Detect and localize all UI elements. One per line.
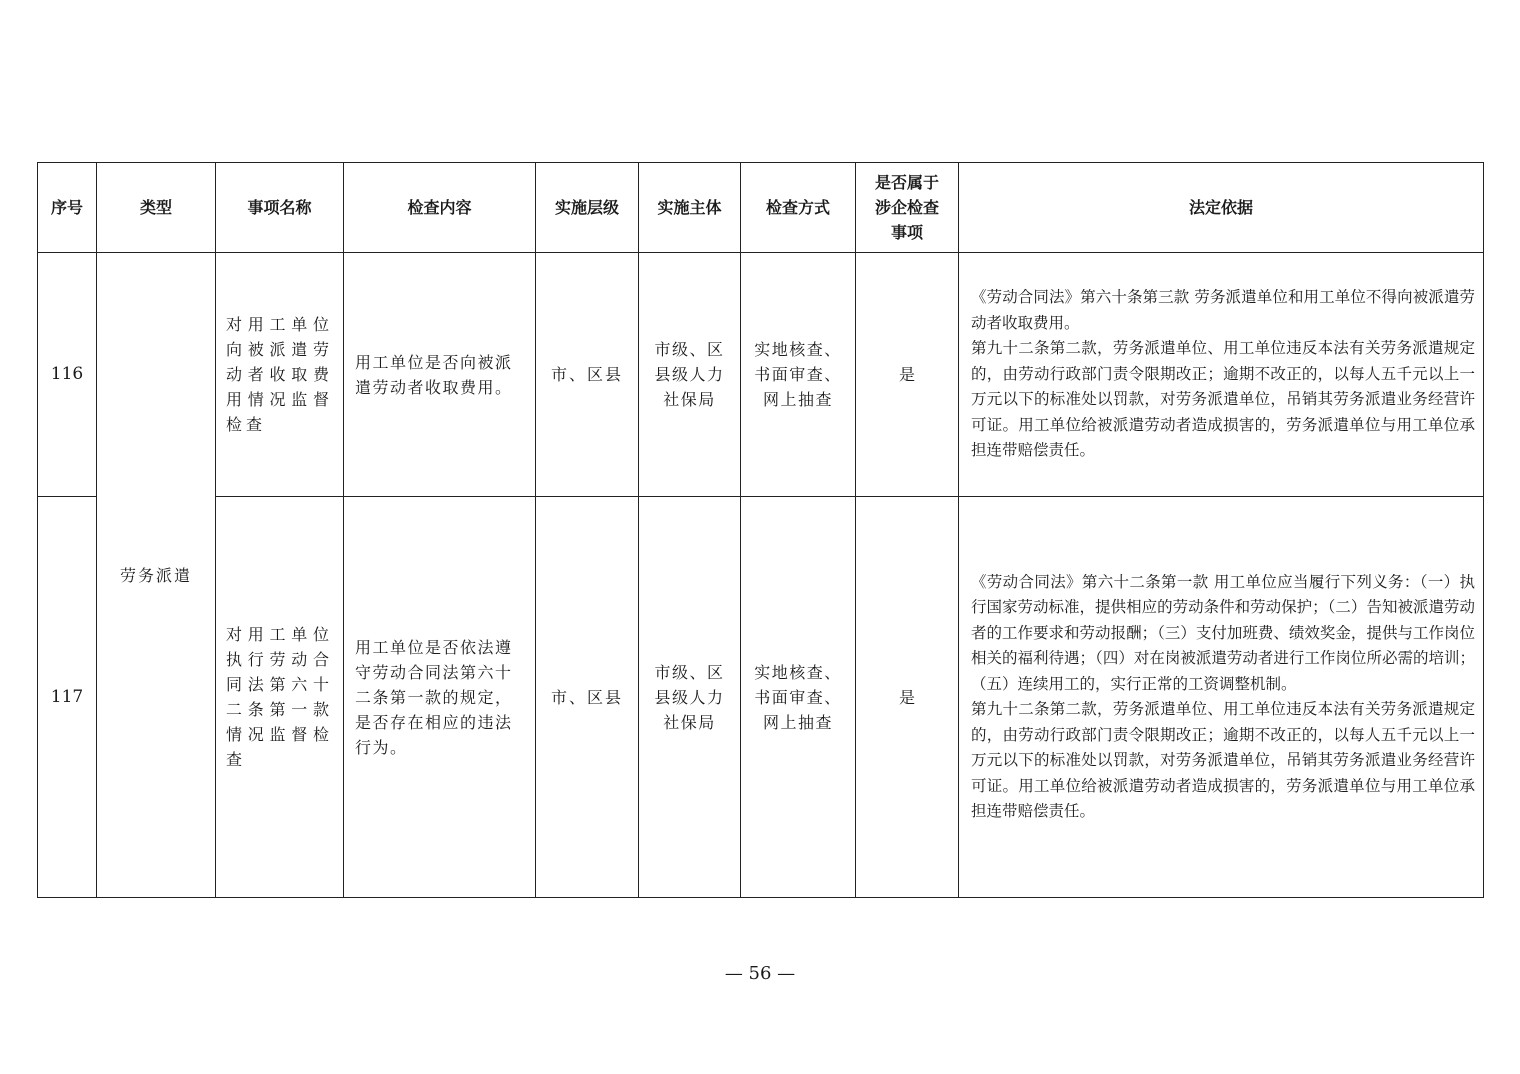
level-cell: 市、区县 [536, 497, 639, 898]
header-row [38, 163, 1484, 253]
content-cell: 用工单位是否依法遵守劳动合同法第六十二条第一款的规定，是否存在相应的违法行为。 [344, 497, 536, 898]
header-item-name: 事项名称 [216, 163, 344, 253]
header-enterprise: 是否属于涉企检查事项 [856, 163, 959, 253]
basis-cell [959, 497, 1484, 898]
subject-cell: 市级、区县级人力社保局 [639, 497, 741, 898]
basis-paragraph: 第九十二条第二款，劳务派遣单位、用工单位违反本法有关劳务派遣规定的，由劳动行政部门责令限期改正；逾期不改正的，以每人五千元以上一万元以下的标准处以罚款，对劳务派遣单位，吊销其劳务派遣业务经营许可证。用工单位给被派遣劳动者造成损害的，劳务派遣单位与用工单位承担连带赔偿责任。 [971, 700, 1475, 820]
basis-paragraph: 《劳动合同法》第六十条第三款 劳务派遣单位和用工单位不得向被派遣劳动者收取费用。 [971, 288, 1475, 332]
enterprise-cell: 是 [856, 497, 959, 898]
header-type: 类型 [97, 163, 216, 253]
basis-cell [959, 253, 1484, 497]
header-method: 检查方式 [741, 163, 856, 253]
item-name-cell: 对用工单位执行劳动合同法第六十二条第一款情况监督检查 [216, 497, 344, 898]
seq-cell: 117 [38, 497, 97, 898]
header-content: 检查内容 [344, 163, 536, 253]
header-seq: 序号 [38, 163, 97, 253]
table-row [38, 497, 1484, 898]
table-row [38, 253, 1484, 497]
item-name-cell: 对用工单位向被派遣劳动者收取费用情况监督检查 [216, 253, 344, 497]
method-cell: 实地核查、书面审查、网上抽查 [741, 497, 856, 898]
basis-paragraph: 第九十二条第二款，劳务派遣单位、用工单位违反本法有关劳务派遣规定的，由劳动行政部门责令限期改正；逾期不改正的，以每人五千元以上一万元以下的标准处以罚款，对劳务派遣单位，吊销其劳务派遣业务经营许可证。用工单位给被派遣劳动者造成损害的，劳务派遣单位与用工单位承担连带赔偿责任。 [971, 339, 1475, 460]
subject-cell: 市级、区县级人力社保局 [639, 253, 741, 497]
type-cell: 劳务派遣 [97, 253, 216, 898]
inspection-items-table [37, 162, 1484, 898]
header-level: 实施层级 [536, 163, 639, 253]
content-cell: 用工单位是否向被派遣劳动者收取费用。 [344, 253, 536, 497]
header-subject: 实施主体 [639, 163, 741, 253]
header-basis: 法定依据 [959, 163, 1484, 253]
level-cell: 市、区县 [536, 253, 639, 497]
seq-cell: 116 [38, 253, 97, 497]
page-number: — 56 — [724, 963, 796, 984]
method-cell: 实地核查、书面审查、网上抽查 [741, 253, 856, 497]
enterprise-cell: 是 [856, 253, 959, 497]
basis-paragraph: 《劳动合同法》第六十二条第一款 用工单位应当履行下列义务：（一）执行国家劳动标准，提供相应的劳动条件和劳动保护；（二）告知被派遣劳动者的工作要求和劳动报酬；（三）支付加班费、绩效奖金，提供与工作岗位相关的福利待遇；（四）对在岗被派遣劳动者进行工作岗位所必需的培训；（五）连续用工的，实行正常的工资调整机制。 [971, 572, 1475, 693]
